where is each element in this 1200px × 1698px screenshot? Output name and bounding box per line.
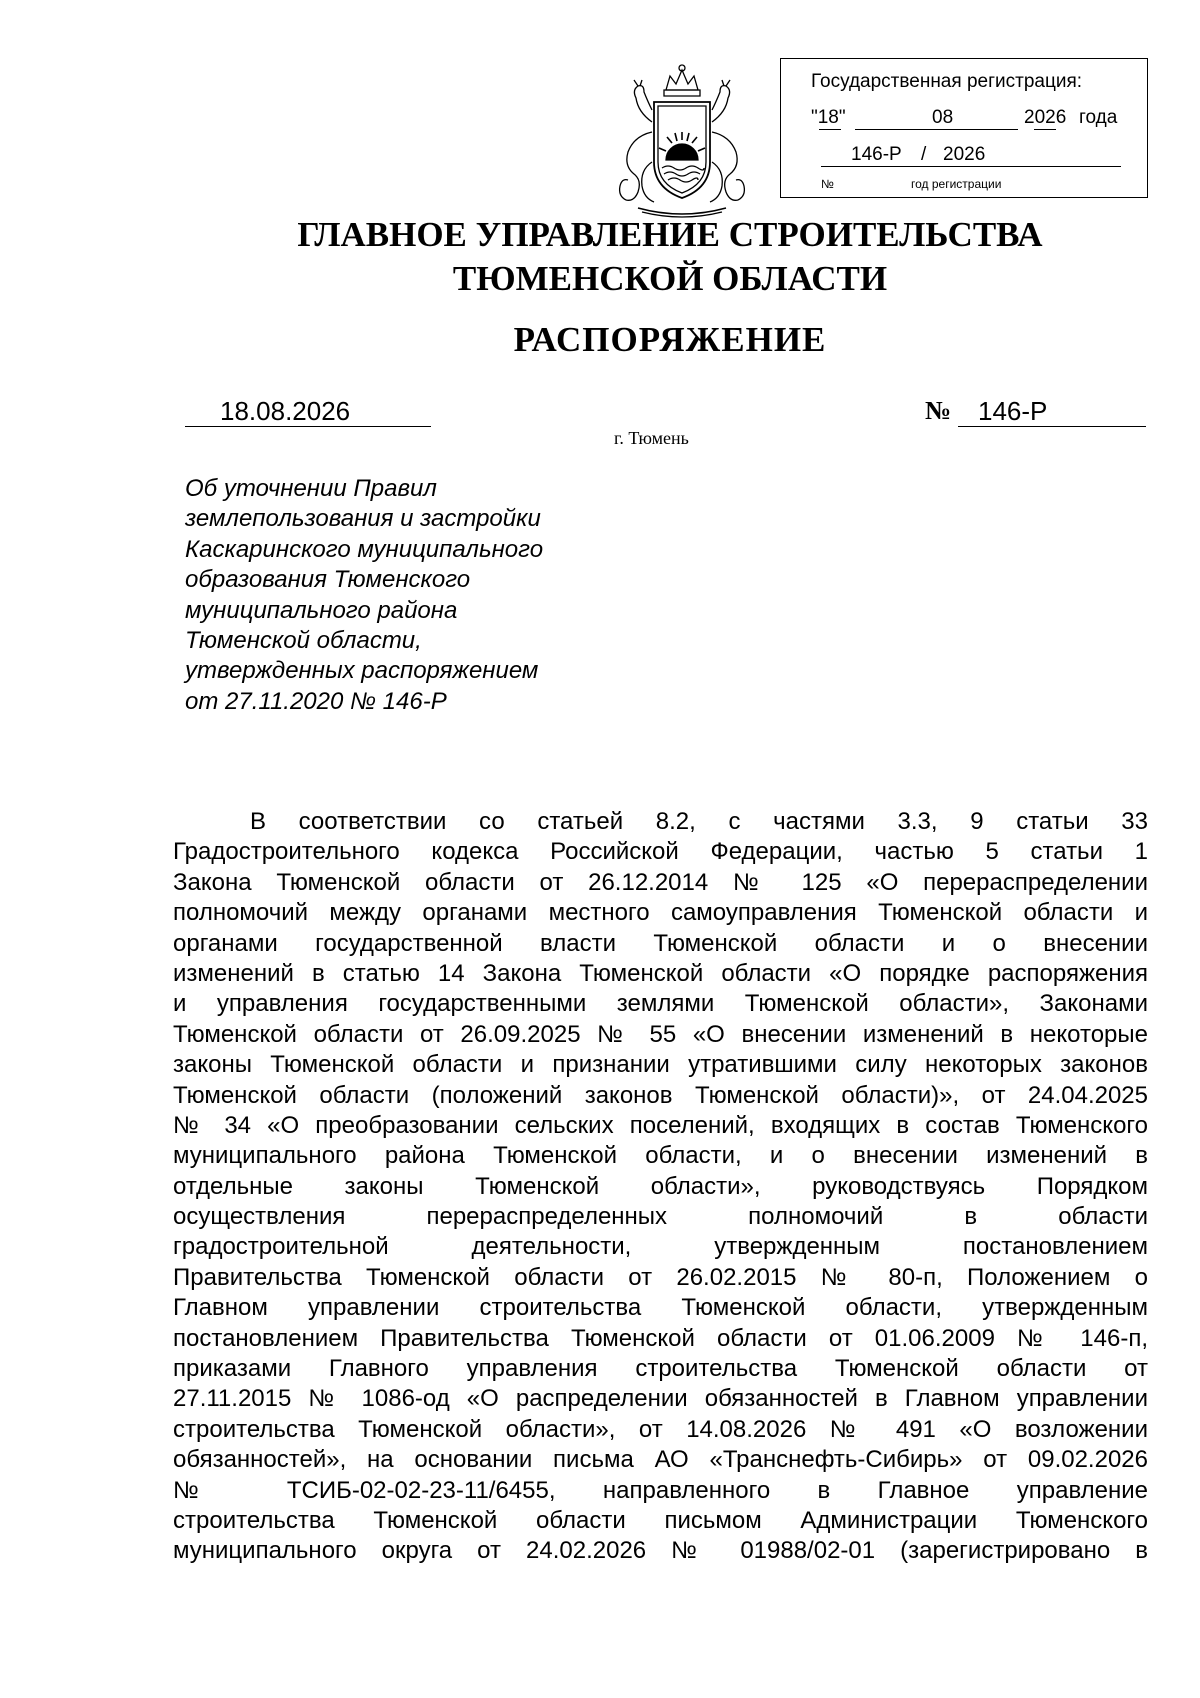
registration-day-underline [819, 129, 841, 130]
body-line: отдельные законы Тюменской области», руководствуясь Порядком [173, 1172, 1148, 1200]
body-line: Градостроительного кодекса Российской Федерации, частью 5 статьи 1 [173, 838, 1148, 866]
body-line: № ТСИБ-02-02-23-11/6455, направленного в Главное управление [173, 1476, 1148, 1504]
body-line: изменений в статью 14 Закона Тюменской области «О порядке распоряжения [173, 959, 1148, 987]
body-line: законы Тюменской области и признании утратившими силу некоторых законов [173, 1051, 1148, 1079]
body-line: обязанностей», на основании письма АО «Транснефть-Сибирь» от 09.02.2026 [173, 1446, 1148, 1474]
body-line: органами государственной власти Тюменской области и о внесении [173, 929, 1148, 957]
body-line: Тюменской области от 26.09.2025 № 55 «О внесении изменений в некоторые [173, 1020, 1148, 1048]
body-line: полномочий между органами местного самоуправления Тюменской области и [173, 899, 1148, 927]
body-line: Закона Тюменской области от 26.12.2014 № 125 «О перераспределении [173, 868, 1148, 896]
subject-line: Об уточнении Правил [185, 475, 437, 502]
registration-day: "18" [811, 107, 846, 128]
registration-number-underline [821, 166, 1121, 167]
registration-month-underline [855, 129, 1018, 130]
registration-number-label: № [821, 177, 834, 191]
registration-number-value: 146-Р [851, 144, 902, 165]
subject-line: Каскаринского муниципального [185, 535, 544, 563]
subject-line: образования Тюменского [185, 566, 471, 594]
registration-stamp [780, 58, 1148, 198]
subject-line: землепользования и застройки [185, 505, 541, 533]
document-date-value: 18.08.2026 [220, 396, 351, 426]
body-line: 27.11.2015 № 1086-од «О распределении обязанностей в Главном управлении [173, 1385, 1148, 1413]
document-number [958, 396, 1146, 427]
organization-title-line-2: ТЮМЕНСКОЙ ОБЛАСТИ [452, 259, 888, 298]
body-line: муниципального района Тюменской области, и о внесении изменений в [173, 1142, 1148, 1170]
registration-month: 08 [932, 107, 954, 128]
registration-year-underline [1034, 129, 1056, 130]
body-line: осуществления перераспределенных полномочий в области [173, 1203, 1148, 1231]
subject-line: Тюменской области, [185, 627, 422, 655]
body-line: № 34 «О преобразовании сельских поселений, входящих в состав Тюменского [173, 1111, 1148, 1139]
registration-reg-year: 2026 [943, 144, 986, 165]
document-date [185, 396, 431, 427]
document-number-sign: № [925, 396, 952, 425]
body-line: строительства Тюменской области письмом Администрации Тюменского [173, 1506, 1148, 1534]
organization-title [170, 213, 1170, 301]
registration-date [811, 107, 1141, 135]
body-line: В соответствии со статьей 8.2, с частями 3.3, 9 статьи 33 [250, 808, 1148, 835]
document-city: г. Тюмень [614, 428, 689, 448]
body-line: постановлением Правительства Тюменской области от 01.06.2009 № 146-п, [173, 1324, 1148, 1352]
registration-year: 2026 [1024, 107, 1067, 128]
registration-year-label: год регистрации [911, 177, 1002, 191]
body-line: строительства Тюменской области», от 14.08.2026 № 491 «О возложении [173, 1415, 1148, 1443]
body-line: муниципального округа от 24.02.2026 № 01988/02-01 (зарегистрировано в [173, 1537, 1148, 1565]
subject-line: утвержденных распоряжением [185, 657, 539, 685]
document-number-value: 146-Р [978, 396, 1048, 426]
document-body [173, 807, 1148, 1567]
registration-year-suffix: года [1079, 107, 1118, 128]
coat-of-arms-emblem [608, 62, 756, 222]
body-line: и управления государственными землями Тюменской области», Законами [173, 990, 1148, 1018]
body-line: градостроительной деятельности, утвержденным постановлением [173, 1233, 1148, 1261]
body-line: приказами Главного управления строительства Тюменской области от [173, 1355, 1148, 1383]
body-line: Тюменской области (положений законов Тюменской области)», от 24.04.2025 [173, 1081, 1148, 1109]
document-subject [185, 474, 655, 717]
subject-line: от 27.11.2020 № 146-Р [185, 687, 447, 715]
body-line: Правительства Тюменской области от 26.02.2015 № 80-п, Положением о [173, 1263, 1148, 1291]
registration-separator: / [921, 144, 927, 165]
subject-line: муниципального района [185, 596, 458, 624]
registration-title: Государственная регистрация: [811, 71, 1083, 92]
body-line: Главном управлении строительства Тюменской области, утвержденным [173, 1294, 1148, 1322]
registration-number [821, 144, 1121, 172]
document-type: РАСПОРЯЖЕНИЕ [513, 320, 827, 359]
organization-title-line-1: ГЛАВНОЕ УПРАВЛЕНИЕ СТРОИТЕЛЬСТВА [297, 215, 1043, 254]
